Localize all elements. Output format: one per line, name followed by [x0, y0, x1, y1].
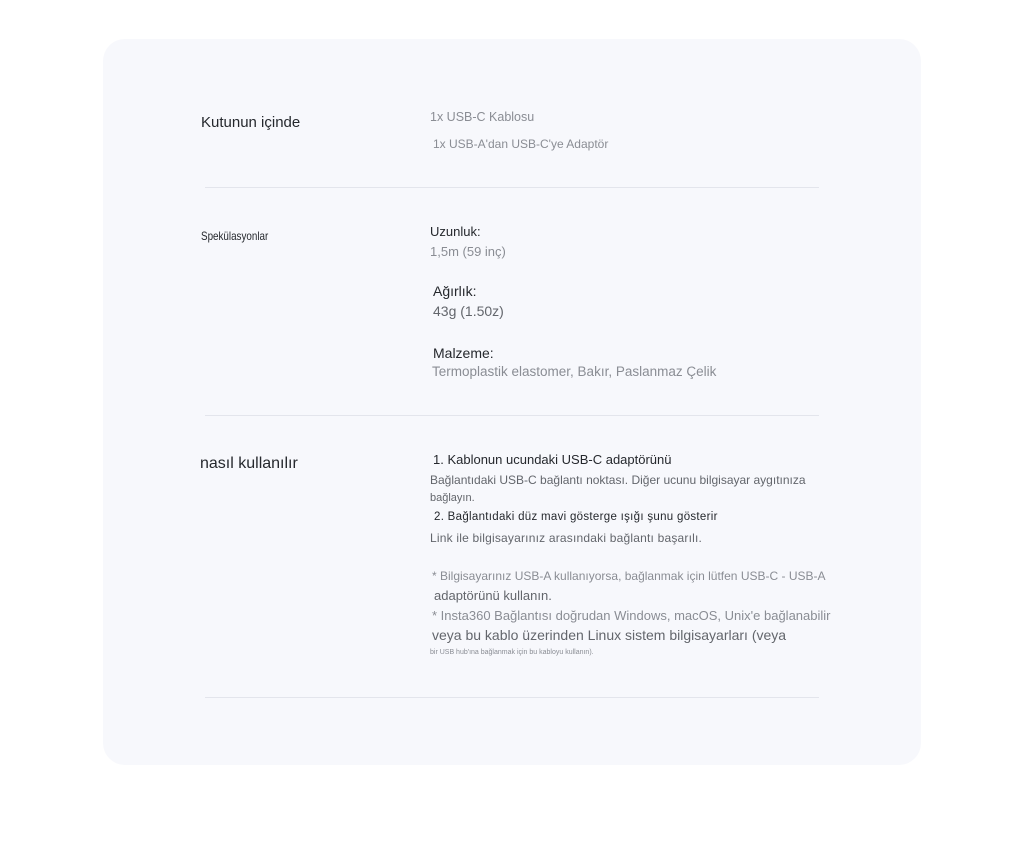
step-2-title: 2. Bağlantıdaki düz mavi gösterge ışığı şunu gösterir — [434, 511, 718, 523]
section-label-in-box: Kutunun içinde — [201, 114, 301, 131]
step-1-title: 1. Kablonun ucundaki USB-C adaptörünü — [433, 452, 672, 467]
step-2-text: Link ile bilgisayarınız arasındaki bağlantı başarılı. — [430, 531, 703, 545]
spec-weight-value: 43g (1.50z) — [433, 303, 504, 319]
spec-material-label: Malzeme: — [433, 345, 494, 361]
spec-weight-label: Ağırlık: — [433, 283, 477, 299]
step-1-text: bağlayın. — [430, 492, 475, 504]
section-divider — [205, 187, 819, 188]
note-2-text: bir USB hub'ına bağlanmak için bu kabloyu kullanın). — [430, 649, 594, 656]
note-1-text: * Bilgisayarınız USB-A kullanıyorsa, bağlanmak için lütfen USB-C - USB-A — [432, 569, 826, 583]
note-1-text: adaptörünü kullanın. — [434, 588, 552, 603]
section-label-specs: Spekülasyonlar — [201, 229, 269, 243]
note-2-text: veya bu kablo üzerinden Linux sistem bilgisayarları (veya — [432, 627, 787, 643]
box-item: 1x USB-C Kablosu — [430, 110, 535, 124]
box-item: 1x USB-A'dan USB-C'ye Adaptör — [433, 137, 609, 151]
section-divider — [205, 415, 819, 416]
section-label-how-to-use: nasıl kullanılır — [200, 455, 298, 472]
spec-material-value: Termoplastik elastomer, Bakır, Paslanmaz Çelik — [432, 364, 717, 379]
step-1-text: Bağlantıdaki USB-C bağlantı noktası. Diğer ucunu bilgisayar aygıtınıza — [430, 473, 806, 487]
section-divider — [205, 697, 819, 698]
product-info-card — [103, 39, 921, 765]
note-2-text: * Insta360 Bağlantısı doğrudan Windows, macOS, Unix'e bağlanabilir — [432, 608, 831, 623]
spec-length-label: Uzunluk: — [430, 224, 481, 239]
spec-length-value: 1,5m (59 inç) — [430, 244, 506, 259]
